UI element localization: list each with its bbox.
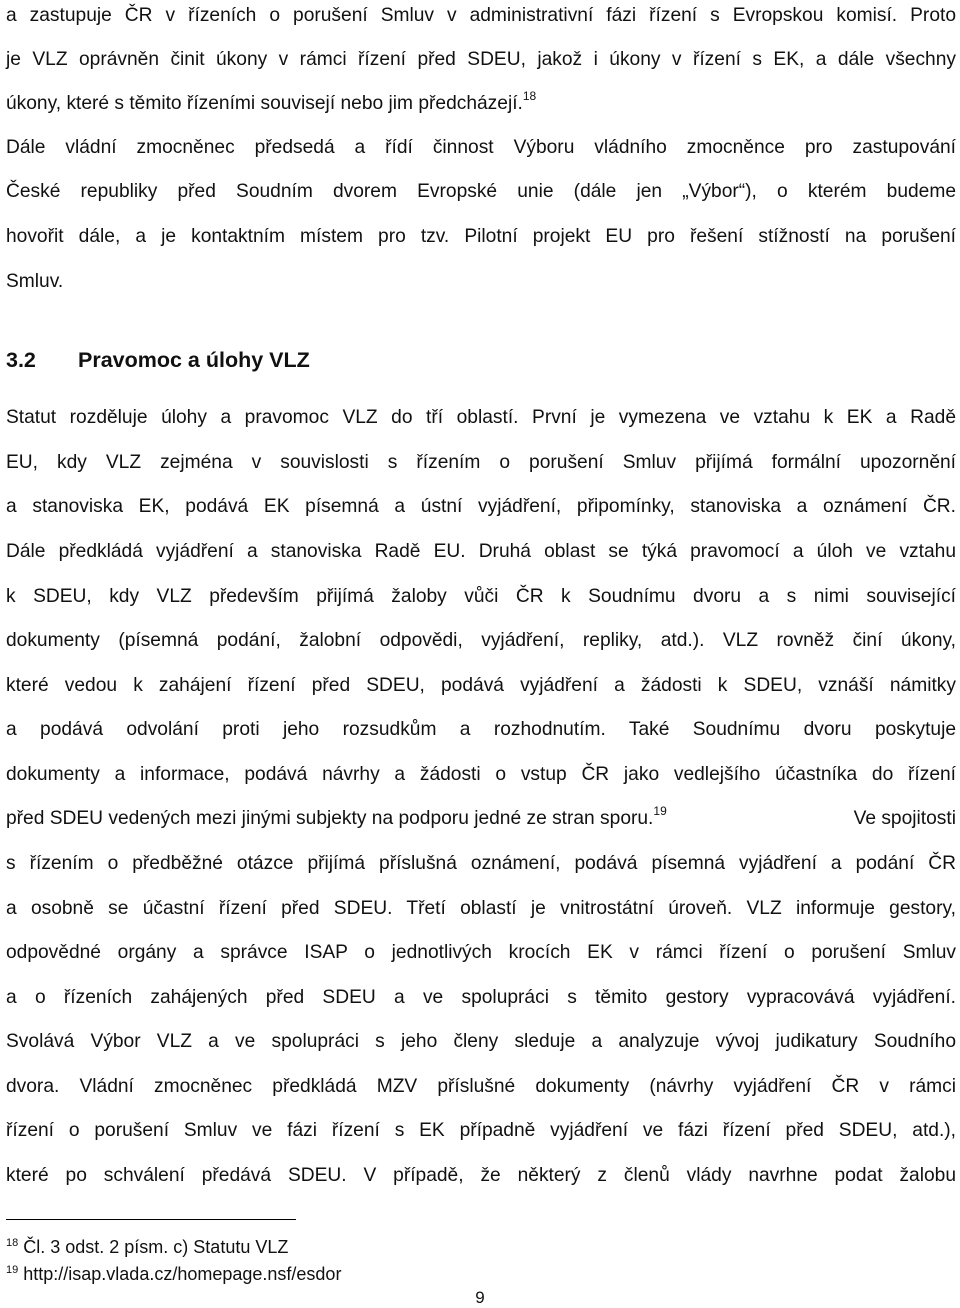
- footnote-18: [6, 1236, 288, 1261]
- text-line: hovořit dále, a je kontaktním místem pro tzv. Pilotní projekt EU pro řešení stížností na porušení: [6, 226, 956, 247]
- text-line: dokumenty a informace, podává návrhy a žádosti o vstup ČR jako vedlejšího účastníka do řízení: [6, 764, 956, 785]
- section-heading: [6, 346, 310, 374]
- text-line: a zastupuje ČR v řízeních o porušení Smluv v administrativní fázi řízení s Evropskou komisí. Proto: [6, 5, 956, 26]
- text-line: které vedou k zahájení řízení před SDEU, podává vyjádření a žádosti k SDEU, vznáší námitky: [6, 675, 956, 696]
- section-number: 3.2: [6, 348, 36, 372]
- text-line: dokumenty (písemná podání, žalobní odpovědi, vyjádření, repliky, atd.). VLZ rovněž činí úkony,: [6, 630, 956, 651]
- text-line: dvora. Vládní zmocněnec předkládá MZV příslušné dokumenty (návrhy vyjádření ČR v rámci: [6, 1076, 956, 1097]
- text-line: s řízením o předběžné otázce přijímá příslušná oznámení, podává písemná vyjádření a podání ČR: [6, 853, 956, 874]
- text-line: je VLZ oprávněn činit úkony v rámci řízení před SDEU, jakož i úkony v řízení s EK, a dále všechny: [6, 49, 956, 70]
- text-line: řízení o porušení Smluv ve fázi řízení s EK případně vyjádření ve fázi řízení před SDEU, atd.),: [6, 1120, 956, 1141]
- footnote-link[interactable]: http://isap.vlada.cz/homepage.nsf/esdor: [23, 1264, 342, 1284]
- text-line: České republiky před Soudním dvorem Evropské unie (dále jen „Výbor“), o kterém budeme: [6, 181, 956, 202]
- text-line: Statut rozděluje úlohy a pravomoc VLZ do tří oblastí. První je vymezena ve vztahu k EK a Radě: [6, 407, 956, 428]
- footnote-text: Čl. 3 odst. 2 písm. c) Statutu VLZ: [23, 1237, 289, 1257]
- section-title: Pravomoc a úlohy VLZ: [78, 348, 310, 372]
- footnote-ref-19[interactable]: 19: [653, 804, 667, 818]
- text-line: a o řízeních zahájených před SDEU a ve spolupráci s těmito gestory vypracovává vyjádření.: [6, 987, 956, 1008]
- text-line: a stanoviska EK, podává EK písemná a ústní vyjádření, připomínky, stanoviska a oznámení ČR.: [6, 496, 956, 517]
- footnote-separator: [6, 1219, 296, 1220]
- text-line: které po schválení předává SDEU. V případě, že některý z členů vlády navrhne podat žalobu: [6, 1165, 956, 1186]
- text-line: Dále vládní zmocněnec předsedá a řídí činnost Výboru vládního zmocněnce pro zastupování: [6, 137, 956, 158]
- footnote-ref-18[interactable]: 18: [522, 89, 537, 103]
- footnote-number: 19: [6, 1264, 19, 1276]
- text-line: odpovědné orgány a správce ISAP o jednotlivých krocích EK v rámci řízení o porušení Smluv: [6, 942, 956, 963]
- text-line: [6, 89, 956, 117]
- text-line: a podává odvolání proti jeho rozsudkům a rozhodnutím. Také Soudnímu dvoru poskytuje: [6, 719, 956, 740]
- footnote-19: [6, 1263, 341, 1288]
- text-span: před SDEU vedených mezi jinými subjekty na podporu jedné ze stran sporu.: [6, 808, 654, 829]
- footnote-number: 18: [6, 1237, 19, 1249]
- text-line: a osobně se účastní řízení před SDEU. Třetí oblastí je vnitrostátní úroveň. VLZ informuje gestory,: [6, 898, 956, 919]
- text-line: EU, kdy VLZ zejména v souvislosti s řízením o porušení Smluv přijímá formální upozornění: [6, 452, 956, 473]
- text-span: Ve spojitosti: [853, 808, 956, 829]
- text-line: [6, 804, 956, 832]
- text-span: úkony, které s těmito řízeními souvisejí nebo jim předcházejí.: [6, 93, 523, 114]
- text-span: [6, 804, 667, 832]
- text-line: Smluv.: [6, 271, 64, 292]
- text-line: Svolává Výbor VLZ a ve spolupráci s jeho členy sleduje a analyzuje vývoj judikatury Soudního: [6, 1031, 956, 1052]
- text-line: Dále předkládá vyjádření a stanoviska Radě EU. Druhá oblast se týká pravomocí a úloh ve vztahu: [6, 541, 956, 562]
- text-line: k SDEU, kdy VLZ především přijímá žaloby vůči ČR k Soudnímu dvoru a s nimi související: [6, 586, 956, 607]
- page-number: 9: [475, 1288, 485, 1307]
